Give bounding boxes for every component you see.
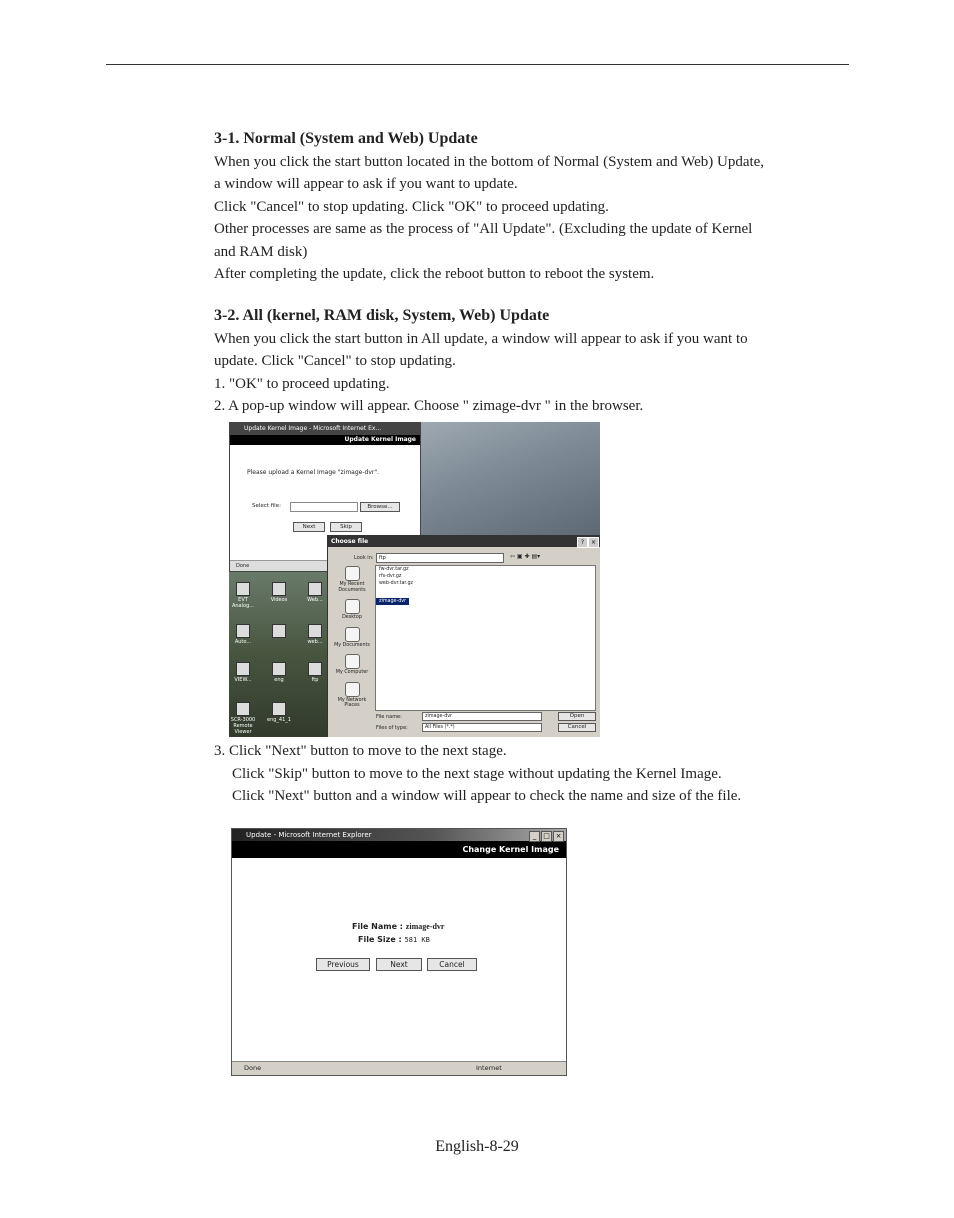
status-text: Done bbox=[244, 1064, 262, 1072]
document-icon bbox=[308, 624, 322, 638]
desktop-icon[interactable]: VIEW... bbox=[229, 662, 257, 683]
window-title-bar bbox=[232, 829, 566, 841]
select-file-label: Select file: bbox=[252, 503, 281, 509]
tool-icon bbox=[272, 624, 286, 638]
choose-file-dialog bbox=[327, 535, 600, 737]
document-icon bbox=[272, 702, 286, 716]
section-all-update bbox=[214, 305, 854, 418]
paragraph-line: 2. A pop-up window will appear. Choose " zimage-dvr " in the browser. bbox=[214, 398, 644, 414]
look-in-label: Look in: bbox=[354, 555, 374, 561]
status-bar bbox=[232, 1061, 566, 1075]
place-desktop[interactable]: Desktop bbox=[332, 599, 372, 621]
next-button[interactable]: Next bbox=[293, 522, 325, 532]
paragraph-line: Click "Cancel" to stop updating. Click "OK" to proceed updating. bbox=[214, 198, 609, 215]
file-size-row: File Size : 581 KB bbox=[358, 935, 430, 944]
close-icon[interactable]: × bbox=[553, 831, 564, 842]
my-computer-icon bbox=[345, 654, 360, 669]
previous-button[interactable]: Previous bbox=[316, 958, 370, 971]
place-computer[interactable]: My Computer bbox=[332, 654, 372, 676]
file-name-input[interactable]: zimage-dvr bbox=[422, 712, 542, 721]
open-button[interactable]: Open bbox=[558, 712, 596, 721]
look-in-select[interactable]: ftp bbox=[376, 553, 504, 563]
section-normal-update bbox=[214, 128, 854, 286]
paragraph-line: After completing the update, click the reboot button to reboot the system. bbox=[214, 266, 655, 282]
file-type-label: Files of type: bbox=[376, 725, 408, 731]
folder-icon bbox=[272, 582, 286, 596]
network-places-icon bbox=[345, 682, 360, 697]
place-recent[interactable]: My Recent Documents bbox=[332, 566, 372, 593]
page-number: English-8-29 bbox=[435, 1138, 519, 1155]
file-item[interactable]: fw-dvr.tar.gz bbox=[379, 567, 409, 572]
paragraph-line: Other processes are same as the process of "All Update". (Excluding the update of Kernel bbox=[214, 221, 753, 237]
screenshot-change-kernel bbox=[231, 828, 567, 1076]
cancel-button[interactable]: Cancel bbox=[558, 723, 596, 732]
paragraph-line: When you click the start button located in the bottom of Normal (System and Web) Update, bbox=[214, 153, 765, 170]
upload-message: Please upload a Kernel Image "zimage-dvr". bbox=[247, 469, 380, 476]
document-icon bbox=[272, 662, 286, 676]
recent-documents-icon bbox=[345, 566, 360, 581]
page-header: Change Kernel Image bbox=[232, 841, 566, 858]
skip-button[interactable]: Skip bbox=[330, 522, 362, 532]
desktop-icon bbox=[345, 599, 360, 614]
status-bar: Done bbox=[230, 560, 426, 571]
navigation-icons[interactable]: ⇦ ▣ ✚ ▤▾ bbox=[510, 553, 541, 560]
header-rule bbox=[106, 64, 849, 65]
paragraph-line: a window will appear to ask if you want to update. bbox=[214, 176, 518, 192]
program-icon bbox=[236, 662, 250, 676]
desktop-icon[interactable]: web... bbox=[301, 624, 329, 645]
file-name-row: File Name : zimage-dvr bbox=[352, 922, 445, 931]
places-bar bbox=[332, 566, 372, 715]
place-documents[interactable]: My Documents bbox=[332, 627, 372, 649]
program-icon bbox=[236, 702, 250, 716]
desktop-icon[interactable]: ftp bbox=[301, 662, 329, 683]
desktop-icon[interactable]: Auto... bbox=[229, 624, 257, 645]
file-size-value: 581 KB bbox=[404, 936, 430, 944]
paragraph-line: Click "Next" button and a window will appear to check the name and size of the file. bbox=[232, 788, 742, 804]
page-header: Update Kernel Image bbox=[230, 435, 420, 445]
next-button[interactable]: Next bbox=[376, 958, 422, 971]
paragraph-line: 3. Click "Next" button to move to the next stage. bbox=[214, 743, 507, 759]
file-type-select[interactable]: All Files (*.*) bbox=[422, 723, 542, 732]
desktop-wallpaper bbox=[419, 422, 600, 542]
paragraph-line: update. Click "Cancel" to stop updating. bbox=[214, 353, 456, 369]
desktop-icon[interactable] bbox=[265, 624, 293, 639]
zone-text: Internet bbox=[476, 1064, 502, 1072]
dialog-title: Choose file bbox=[328, 536, 600, 547]
desktop-icon[interactable]: SCR-3000 Remote Viewer bbox=[229, 702, 257, 735]
section-steps bbox=[214, 740, 854, 808]
file-list bbox=[375, 565, 596, 711]
folder-icon bbox=[308, 662, 322, 676]
desktop-icon[interactable]: Web... bbox=[301, 582, 329, 603]
cancel-button[interactable]: Cancel bbox=[427, 958, 477, 971]
section-heading: 3-2. All (kernel, RAM disk, System, Web) Update bbox=[214, 307, 550, 324]
section-heading: 3-1. Normal (System and Web) Update bbox=[214, 130, 478, 147]
browse-button[interactable]: Browse... bbox=[360, 502, 400, 512]
maximize-icon[interactable]: □ bbox=[541, 831, 552, 842]
program-icon bbox=[308, 582, 322, 596]
minimize-icon[interactable]: _ bbox=[529, 831, 540, 842]
file-name-value: zimage-dvr bbox=[405, 922, 445, 931]
window-title: Update Kernel Image - Microsoft Internet Ex... bbox=[230, 423, 420, 435]
desktop-icon[interactable]: Videos bbox=[265, 582, 293, 603]
program-icon bbox=[236, 582, 250, 596]
desktop-icon[interactable]: eng_41_1 bbox=[265, 702, 293, 723]
file-item[interactable]: web-dvr.tar.gz bbox=[379, 581, 414, 586]
paragraph-line: 1. "OK" to proceed updating. bbox=[214, 375, 390, 392]
close-icon[interactable]: × bbox=[588, 537, 599, 548]
file-name-label: File name: bbox=[376, 714, 402, 720]
select-file-input[interactable] bbox=[290, 502, 358, 512]
file-item-selected[interactable]: zimage-dvr bbox=[376, 598, 409, 605]
screenshot-kernel-upload bbox=[229, 422, 600, 737]
paragraph-line: Click "Skip" button to move to the next stage without updating the Kernel Image. bbox=[232, 765, 722, 782]
paragraph-line: and RAM disk) bbox=[214, 243, 308, 260]
program-icon bbox=[236, 624, 250, 638]
file-item[interactable]: rfs-dvr.gz bbox=[379, 574, 402, 579]
paragraph-line: When you click the start button in All update, a window will appear to ask if you want to bbox=[214, 330, 748, 347]
window-controls bbox=[528, 830, 564, 842]
window-title: Update - Microsoft Internet Explorer bbox=[246, 831, 372, 839]
my-documents-icon bbox=[345, 627, 360, 642]
place-network[interactable]: My Network Places bbox=[332, 682, 372, 709]
help-icon[interactable]: ? bbox=[577, 537, 588, 548]
desktop-icon[interactable]: EVT Analog... bbox=[229, 582, 257, 609]
desktop-icon[interactable]: eng bbox=[265, 662, 293, 683]
